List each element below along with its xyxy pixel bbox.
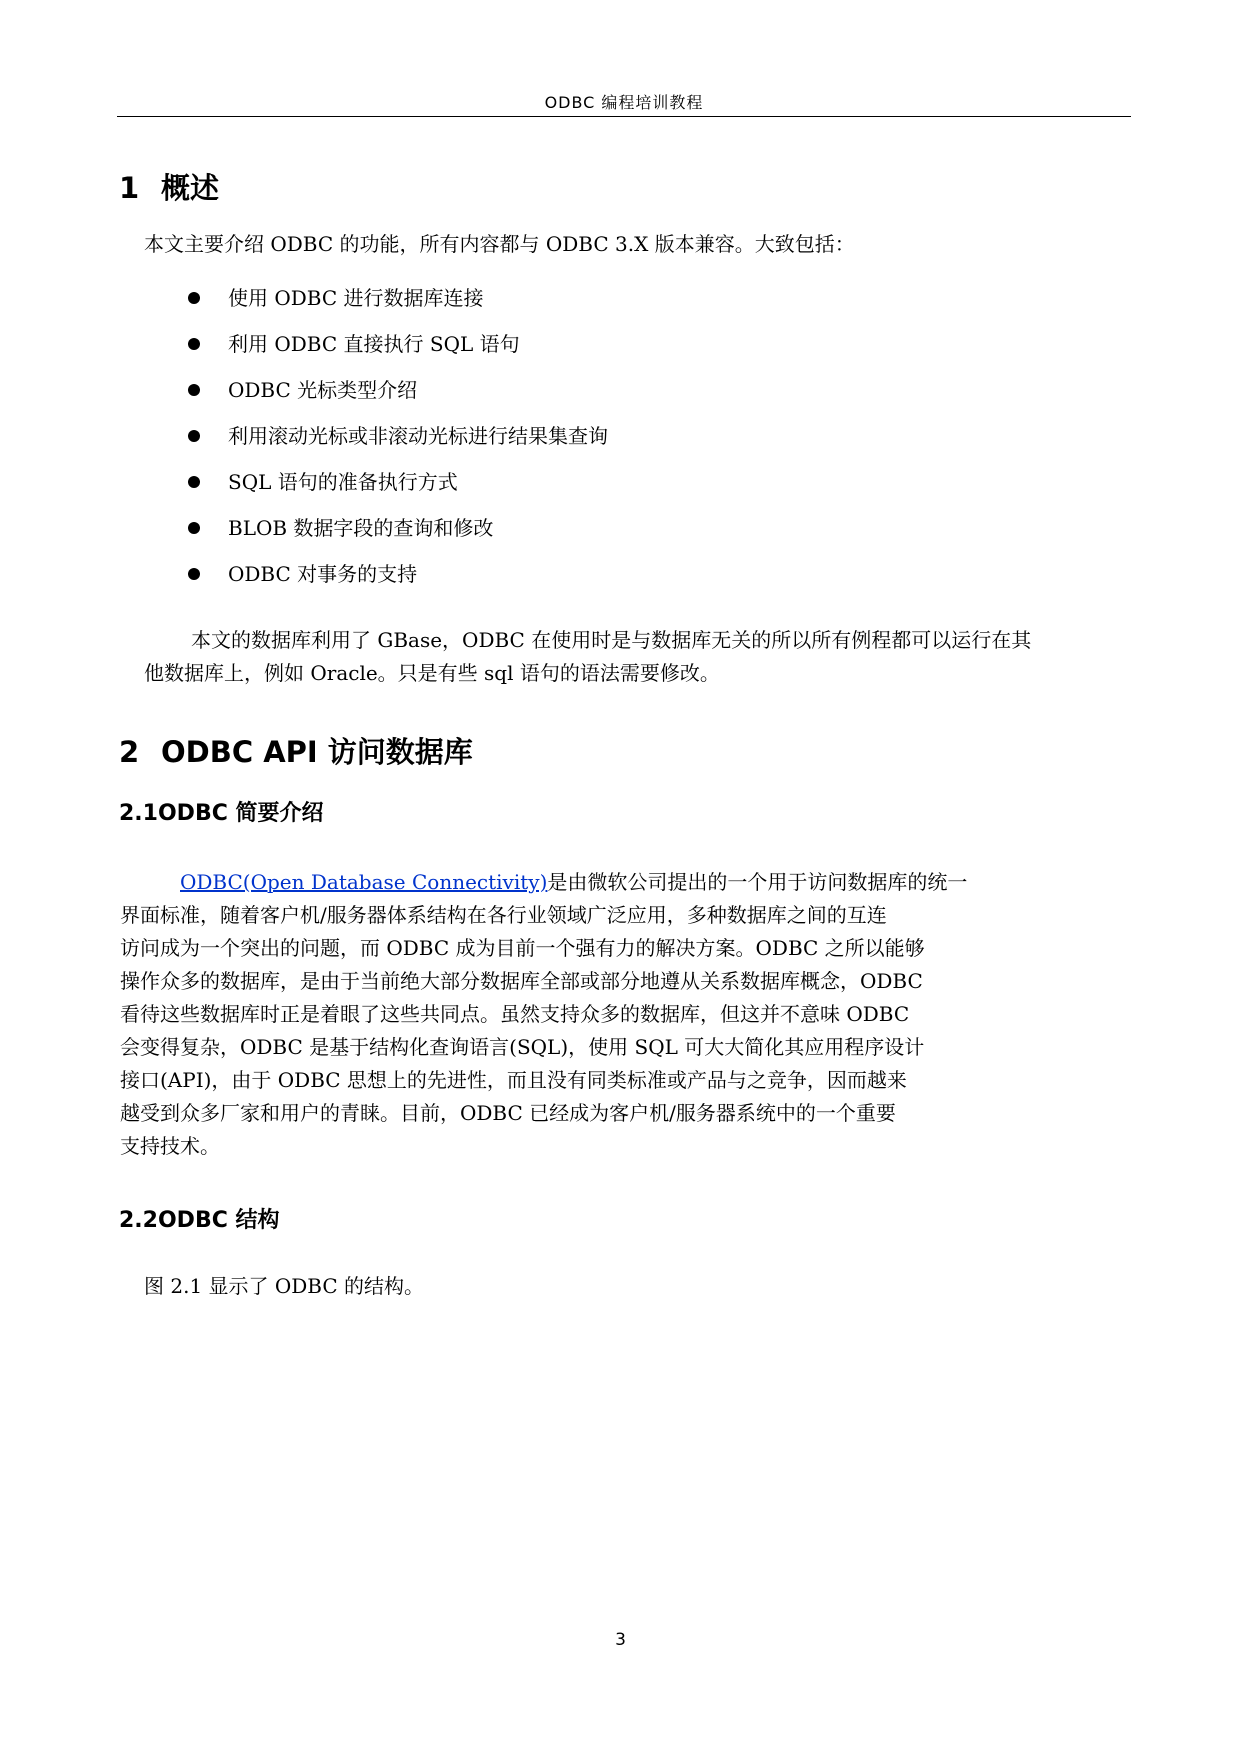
section-1-title: 概述 (161, 171, 220, 205)
list-item (188, 334, 608, 380)
list-item (188, 380, 608, 426)
list-item-text: 使用 ODBC 进行数据库连接 (228, 286, 484, 310)
odbc-link[interactable]: ODBC(Open Database Connectivity) (180, 870, 548, 894)
paragraph-line: 会变得复杂，ODBC 是基于结构化查询语言(SQL)，使用 SQL 可大大简化其应用程序设计 (120, 1035, 925, 1059)
section-1-intro: 本文主要介绍 ODBC 的功能，所有内容都与 ODBC 3.X 版本兼容。大致包括： (144, 232, 855, 256)
list-item-text: ODBC 光标类型介绍 (228, 378, 418, 402)
section-2-2-number: 2.2 (119, 1208, 158, 1233)
paragraph-line: 操作众多的数据库，是由于当前绝大部分数据库全部或部分地遵从关系数据库概念，ODBC (120, 969, 923, 993)
section-2-2-title: ODBC 结构 (157, 1208, 280, 1233)
section-1-heading (119, 166, 219, 207)
section-2-2-text: 图 2.1 显示了 ODBC 的结构。 (144, 1274, 425, 1298)
bullet-icon (188, 430, 200, 442)
paragraph-line: 越受到众多厂家和用户的青睐。目前，ODBC 已经成为客户机/服务器系统中的一个重要 (120, 1101, 896, 1125)
list-item (188, 518, 608, 564)
list-item-text: BLOB 数据字段的查询和修改 (228, 516, 494, 540)
section-2-number: 2 (119, 735, 140, 769)
section-1-note-line-1: 本文的数据库利用了 GBase，ODBC 在使用时是与数据库无关的所以所有例程都可以运行在其 (191, 628, 1032, 652)
paragraph-line (120, 866, 1110, 899)
section-2-1-paragraph (120, 866, 1110, 1163)
list-item-text: 利用 ODBC 直接执行 SQL 语句 (228, 332, 520, 356)
section-2-title: ODBC API 访问数据库 (161, 735, 473, 769)
bullet-icon (188, 338, 200, 350)
list-item-text: SQL 语句的准备执行方式 (228, 470, 458, 494)
bullet-icon (188, 476, 200, 488)
page-number: 3 (615, 1630, 626, 1650)
list-item (188, 426, 608, 472)
list-item-text: 利用滚动光标或非滚动光标进行结果集查询 (228, 424, 608, 448)
list-item (188, 472, 608, 518)
section-2-2-heading (119, 1203, 280, 1234)
bullet-icon (188, 568, 200, 580)
list-item (188, 564, 608, 610)
bullet-icon (188, 292, 200, 304)
feature-list (188, 288, 608, 610)
paragraph-line: 看待这些数据库时正是着眼了这些共同点。虽然支持众多的数据库，但这并不意味 ODBC (120, 1002, 910, 1026)
section-1-number: 1 (119, 171, 140, 205)
list-item (188, 288, 608, 334)
section-2-1-title: ODBC 简要介绍 (157, 801, 324, 826)
paragraph-line: 支持技术。 (120, 1134, 220, 1158)
section-2-1-heading (119, 796, 324, 827)
bullet-icon (188, 384, 200, 396)
bullet-icon (188, 522, 200, 534)
section-2-1-number: 2.1 (119, 801, 158, 826)
running-header: ODBC 编程培训教程 (544, 93, 704, 112)
paragraph-line: 访问成为一个突出的问题，而 ODBC 成为目前一个强有力的解决方案。ODBC 之所以能够 (120, 936, 925, 960)
list-item-text: ODBC 对事务的支持 (228, 562, 418, 586)
paragraph-line: 接口(API)，由于 ODBC 思想上的先进性，而且没有同类标准或产品与之竞争，因而越来 (120, 1068, 907, 1092)
header-rule (117, 116, 1131, 117)
section-1-note-line-2: 他数据库上，例如 Oracle。只是有些 sql 语句的语法需要修改。 (144, 661, 720, 685)
section-2-heading (119, 730, 473, 771)
paragraph-line-text: 是由微软公司提出的一个用于访问数据库的统一 (547, 870, 968, 894)
paragraph-line: 界面标准，随着客户机/服务器体系结构在各行业领域广泛应用，多种数据库之间的互连 (120, 903, 887, 927)
